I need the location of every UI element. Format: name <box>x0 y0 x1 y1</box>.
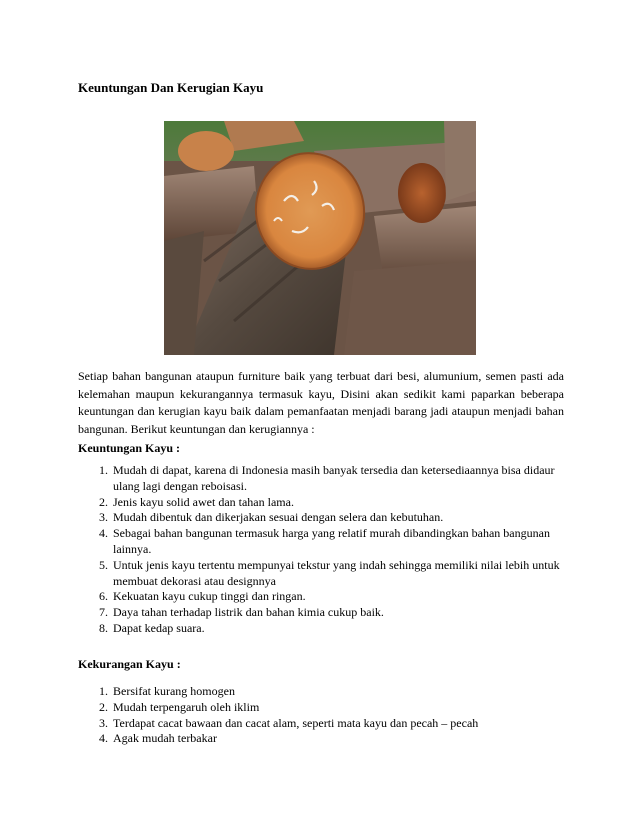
page-title: Keuntungan Dan Kerugian Kayu <box>78 80 264 95</box>
list-item: 5. Untuk jenis kayu tertentu mempunyai tekstur yang indah sehingga memiliki nilai lebih untuk membuat dekorasi atau designnya <box>111 558 581 590</box>
kekurangan-list <box>78 684 581 747</box>
wood-log-photo <box>164 121 476 355</box>
list-item: 1. Mudah di dapat, karena di Indonesia masih banyak tersedia dan ketersediaannya bisa didaur ulang lagi dengan reboisasi. <box>111 463 581 495</box>
list-item: 4. Agak mudah terbakar <box>111 731 581 747</box>
list-item: 3. Terdapat cacat bawaan dan cacat alam, seperti mata kayu dan pecah – pecah <box>111 716 581 732</box>
list-item: 1. Bersifat kurang homogen <box>111 684 581 700</box>
list-item: 7. Daya tahan terhadap listrik dan bahan kimia cukup baik. <box>111 605 581 621</box>
list-item: 6. Kekuatan kayu cukup tinggi dan ringan. <box>111 589 581 605</box>
kekurangan-heading: Kekurangan Kayu : <box>78 657 181 671</box>
list-item: 3. Mudah dibentuk dan dikerjakan sesuai dengan selera dan kebutuhan. <box>111 510 581 526</box>
intro-paragraph: Setiap bahan bangunan ataupun furniture baik yang terbuat dari besi, alumunium, semen pasti ada kelemahan maupun kekurangannya termasuk kayu, Disini akan sedikit kami paparkan beberapa keuntungan dan kerugian kayu baik dalam pemanfaatan menjadi barang jadi ataupun menjadi bahan bangunan. Berikut keuntungan dan kerugiannya : <box>78 369 564 436</box>
list-item: 2. Jenis kayu solid awet dan tahan lama. <box>111 495 581 511</box>
list-item: 2. Mudah terpengaruh oleh iklim <box>111 700 581 716</box>
keuntungan-list <box>78 463 581 637</box>
keuntungan-heading: Keuntungan Kayu : <box>78 441 181 455</box>
list-item: 8. Dapat kedap suara. <box>111 621 581 637</box>
list-item: 4. Sebagai bahan bangunan termasuk harga yang relatif murah dibandingkan bahan bangunan lainnya. <box>111 526 581 558</box>
